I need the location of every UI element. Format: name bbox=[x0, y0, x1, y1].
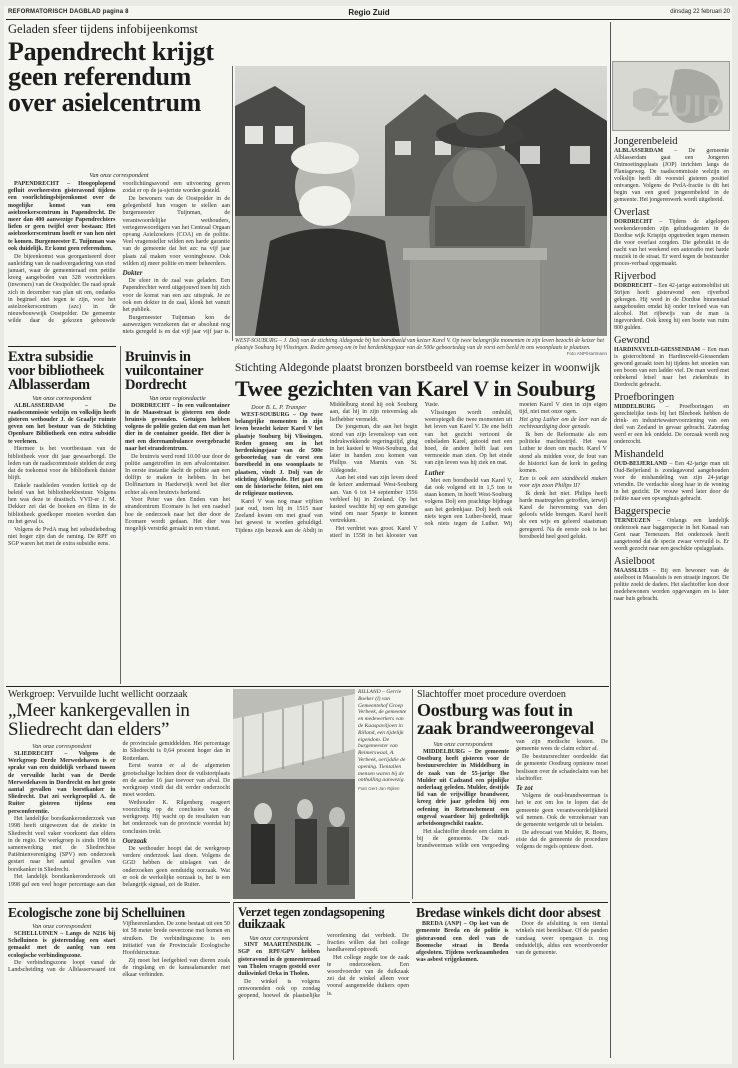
article-byline: Van onze correspondent bbox=[89, 172, 149, 179]
article-paragraph: De verbindingszone loopt vanaf de Landscheiding van de Alblasserwaard tot Vijfheerenlanden. De zone bestaat uit een 50 tot 58 meter brede oeverzone met bomen en struiken. De verbindingszone is een initiatief van de Provinciale Ecologische Hoofdstructuur. bbox=[8, 921, 230, 974]
article-paragraph: De sfeer in de zaal was geladen. Een Papendrechter werd uitgejouwd toen hij zich voor de komst van een azc uitsprak. Je ze ook een dokter in de zaal, klonk het vanuit het publiek. bbox=[122, 278, 230, 313]
article-byline: Van onze correspondent bbox=[32, 923, 92, 931]
article-headline: Extra subsidie voor bibliotheek Alblasserdam bbox=[8, 349, 105, 394]
rilland-photo bbox=[233, 689, 355, 899]
article-byline: Van onze correspondent bbox=[249, 934, 309, 942]
article-paragraph: Met een borstbeeld van Karel V, dat ook volgend eit in 1,5 ton te staan komen, in hoeft West-Souburg volgens Dolj een prachtige bijdrage aan het gedenkjaar. Dolj heeft ook niets tegen een Luther-beeld, maar ook niets tegen de Luther. Wij moeten Karel V zien in zijn eigen tijd, niet met onze ogen. bbox=[424, 402, 607, 527]
article-paragraph: Zij moet het leefgebied van dieren zoals de ringslang en de kamsalamander met elkaar verbinden. bbox=[122, 957, 230, 979]
article-karel bbox=[235, 362, 607, 684]
masthead-rule bbox=[6, 19, 730, 20]
sidebar-item-title: Gewond bbox=[614, 335, 650, 347]
sidebar-item-place: OUD-BEIJERLAND bbox=[614, 461, 668, 468]
article-headline: Verzet tegen zondagsopening duikzaak bbox=[238, 905, 385, 932]
article-body bbox=[8, 181, 230, 339]
article-byline: Van onze correspondent bbox=[433, 741, 493, 749]
sidebar-item-text: – De gemeente Alblasserdam gaat een Jongeren Ontmoetingsplaats (JOP) inrichten langs de Plantageweg. De raadscommissie welzijn en volkslijn heeft dit voorstel gisteren positief ontvangen. Volgens de PvdA-fractie is dit het begin van een goed jongerenbeleid in de gemeente. Het jongerenwerk wordt uitgebreid. bbox=[614, 148, 729, 204]
article-paragraph: Burgemeester Tuijnman kon de aanwezigen verzekeren dat er absoluut nog niets geregeld is en dat vijf jaar vijf jaar is. bbox=[122, 314, 230, 336]
article-bibliotheek bbox=[8, 346, 116, 684]
interview-question: Het ging Luther om de leer van de rechtvaardiging door genade. bbox=[519, 417, 607, 431]
article-paragraph: Vlissingen wordt omhuld, weerspiegelt die twee momenten uit het leven van Karel V. De ene helft van het gezicht vertoont de onbeladen Karel, getooid met een hoed, de andere helft laat een vermoeide man zien. Op het einde van zijn leven was hij ziek en mat. bbox=[424, 409, 513, 467]
article-paragraph: Het slachtoffer diende een claim in bij de gemeente. De oud-brandweerman wilde een vergoeding van zijn medische kosten. De gemeente wees de claim echter af. bbox=[417, 739, 608, 850]
sidebar-item-title: Jongerenbeleid bbox=[614, 136, 678, 147]
sidebar-item-text: – Bij een bewoner van de asielboot in Maassluis is een straatje ingezet. De politie zoekt de daders. Het slachtoffer kon door medebewoners worden opgevangen en is later naar huis gebracht. bbox=[614, 568, 730, 603]
article-lead: DORDRECHT – In een vuilcontainer in de Maasstraat is gisteren een dode bruinvis gevonden. Getuigen hebben volgens de politie gezien dat een man het dier in de container gooide. Het dier is met een dierenambulance overgebracht naar het strandcentrum. bbox=[125, 402, 230, 452]
article-headline: Oostburg was fout in zaak brandweerongeval bbox=[417, 700, 594, 738]
article-lead: WEST-SOUBURG – Op twee belangrijke momenten in zijn leven bezocht keizer Karel V het plaatsje Souburg bij Vlissingen. Reden genoeg om in het herdenkingsjaar van de 500e geboortedag van de vorst een borstbeeld in ons woonplaats te plaatsen, vindt J. Dolj van de stichting Aldegonde. Het gaat om om de historische feiten, niet om de religieuze motieven. bbox=[235, 411, 323, 498]
article-lead: PAPENDRECHT – Hoogoplopend gefluit overheersten gisteravond tijdens een voorlichtingsbijeenkomst over de mogelijke komst van een asielzoekerscentrum in Papendrecht. De meer dan 400 aanwezige Papendrechters liefen er geen twijfel over bestaan: Het asielzoekerscentrum hoeft er van hen niet te komen. Burgemeester E. Tuijnman was ook duidelijk. Er komt geen referendum. bbox=[8, 181, 116, 252]
article-lead: MIDDELBURG – De gemeente Oostburg heeft gisteren voor de bestuursrechter in Middelburg in de zaak van de 55-jarige Ilse Mulder uit Cadzand een pijnlijke nederlaag geleden. Mulder, destijds lid van de vrijwillige brandweer, kreeg drie jaar geleden bij een oefening in Retranchement een ongeval waardoor hij gedeeltelijk arbeidsongeschikt raakte. bbox=[417, 748, 509, 827]
sidebar-item bbox=[614, 136, 729, 204]
article-lead: SINT MAARTENSDIJK – SGP en RPF/GPV hebben gisteravond in de gemeenteraad van Tholen vragen gesteld over duikwinkel Orka in Tholen. bbox=[238, 942, 320, 978]
sidebar-item bbox=[614, 271, 729, 332]
sidebar-item-text: – Onlangs een landelijk onderzoek naar baggerspecie in het Kanaal van Gent naar Terneuzen. Het onderzoek heeft aangetoond dat de specie zwaar vervuild is. Er wordt gezocht naar een geschikte opslagplaats. bbox=[614, 518, 729, 553]
article-lead: SCHELLUINEN – Langs de N216 bij Schelluinen is gisterenddag een start gemaakt met de aanleg van een ecologische verbindingszone. bbox=[8, 930, 116, 959]
section-rule bbox=[6, 686, 609, 687]
article-kicker: Stichting Aldegonde plaatst bronzen borstbeeld van roemse keizer in woonwijk bbox=[235, 362, 601, 374]
article-paragraph: Volgens de oud-brandweerman is het te zot om los te lopen dat de gemeente geen verantwoordelijkheid wil nemen. Ook de verzekeraar van de gemeente weigerde uit te betalen. bbox=[516, 793, 608, 828]
article-paragraph: Aan het eind van zijn leven deed de keizer andermaal West-Souburg aan. Van 6 tot 14 september 1556 verbleef hij in Zeeland. Op het kasteel wachtte hij op een gunstige wind om naar Spanje te kunnen vertrekken. bbox=[329, 475, 418, 525]
article-paragraph: Enkele raadsleden vonden kritiek op de beleid van het bibliotheekbestuur. Volgens hen was deze te drastisch. VVD-er J. M. Dekker zei dat de boeken en films in de bibliotheek goedkoper moeten worden dan nu het geval is. bbox=[8, 482, 116, 525]
article-byline: Van onze correspondent bbox=[32, 394, 92, 402]
sidebar-item bbox=[614, 556, 729, 603]
interview-question: Een is ook een standbeeld maken voor zijn zoon Philips II? bbox=[519, 475, 607, 489]
sidebar-item-place: MAASSLUIS bbox=[614, 568, 649, 575]
article-paragraph: De bestuursrechter oordeelde dat de gemeente Oostburg opnieuw moet beslissen over de schadeclaim van het slachtoffer. bbox=[516, 754, 608, 782]
article-kicker: Werkgroep: Vervuilde lucht wellicht oorzaak bbox=[8, 689, 188, 700]
article-headline: Papendrecht krijgt geen referendum over asielcentrum bbox=[8, 36, 214, 117]
section-title: Regio Zuid bbox=[348, 8, 390, 17]
sidebar-item-text: – Tijdens de afgelopen weekendavonden zijn geluidsagenten in de Dordtse wijk Krispijn opgetreden tegen mensen die voor overlast zorgden. Die gebruikt in de nacht van het weekend een autoradio met harde muziek in de straat. Er werd tegen de bestuurder proces-verbaal opgemaakt. bbox=[614, 219, 729, 268]
masthead-left: REFORMATORISCH DAGBLAD pagina 8 bbox=[8, 9, 129, 15]
article-byline: Door B. L. P. Tramper bbox=[251, 404, 307, 412]
rilland-caption bbox=[358, 689, 408, 889]
article-verzet bbox=[233, 902, 409, 1060]
article-body bbox=[238, 933, 409, 1063]
article-rule bbox=[8, 902, 230, 903]
article-paragraph: Eerst waren er al de afgemeten grootschalige luchten door de vuilstortplaats en de aardse 16 jaar toevoer van afval. De werkgroep vindt dat dit verder onderzocht moet worden. bbox=[122, 763, 230, 799]
article-paragraph: Volgens de PvdA mag het subsidiebedrag niet hoger zijn dan de raming. De RPF en SGP waren het met de extra subsidie eens. bbox=[8, 526, 116, 547]
article-rule bbox=[412, 902, 608, 903]
sidebar-item-place: HARDINXVELD-GIESSENDAM bbox=[614, 347, 701, 354]
article-subheading: Dokter bbox=[122, 268, 143, 277]
newspaper-page bbox=[4, 6, 732, 1064]
article-lead: SLIEDRECHT – Volgens de Werkgroep Derde Merwedehaven is er sprake van een duidelijk verband tussen de vervuilde lucht van de Derde Merwedehaven in Dordrecht en het grote aantal gevallen van borstkanker in Sliedrecht. Dat zei werkgroeplid A. de Ruiter gisteren tijdens een persconferentie. bbox=[8, 750, 116, 815]
article-subheading: Te zot bbox=[516, 783, 533, 792]
article-subheading: Luther bbox=[424, 468, 445, 477]
article-paragraph: Karel V was nog maar vijftien jaar oud, toen hij in 1515 naar Zeeland kwam om met graaf van het gewest te worden gehuldigd. Tijdens zijn bezoek aan de Abdij in Middelburg stond hij ook Souburg aan, dat hij in zijn reisverslag als liefhebber vermeldt. bbox=[235, 402, 418, 534]
news-sidebar bbox=[614, 136, 729, 1060]
sidebar-item-title: Overlast bbox=[614, 207, 650, 219]
sidebar-item bbox=[614, 392, 729, 446]
article-paragraph: De bijeenkomst was georganiseerd door aanleiding van de raadsvergadering van eind januari, waar de gemeenteraad een petitie kreeg aangeboden van 328 voortrekkers (inwoners) van de Oostpolder. De raad sprak zich in december van plan uit om, ondanks in beginsel niet tegen te zijn, voor het asielzoekerscentrum (azc) in de nieuwbouwwijk Oostpolder. De gemeente wilde daar de gekozen gebouwde voorlichtingsavond een uitvoering geven zodat er op de ja-sjeriste worden gesteld. bbox=[8, 181, 230, 325]
article-body bbox=[8, 741, 230, 901]
article-lead: BREDA (ANP) – Op last van de gemeente Breda en de politie is gisteravond een deel van de Boomsche straat in Breda afgesloten. Tijdens werkzaamheden was asbest vrijgekomen. bbox=[416, 921, 509, 964]
sidebar-item-title: Asielboot bbox=[614, 556, 655, 568]
article-headline: Bredase winkels dicht door absest bbox=[416, 905, 601, 920]
article-paragraph: De bewoners van de Oostpolder in de gelegenheid hun vragen te stellen aan burgemeester Tuijnman, de verantwoordelijke wethouders, vertegenwoordigers van het Centraal Orgaan opvang Asielzoekers (COA) en de politie. Veel vragensteller wilden een harde garantie van de gemeente dat het azc na vijf jaar plaats zal maken voor woningbouw. Ook wilden zij meer politie en meer beheerders. bbox=[122, 195, 231, 267]
sidebar-item-place: ALBLASSERDAM bbox=[614, 148, 664, 155]
issue-date: dinsdag 22 februari 20 bbox=[670, 9, 730, 15]
article-kicker: Geladen sfeer tijdens infobijeenkomst bbox=[8, 22, 198, 36]
sidebar-item-place: DORDRECHT bbox=[614, 283, 653, 290]
article-ecologische-zone bbox=[8, 902, 230, 1060]
article-paragraph: Het college zegde toe de zaak te onderzoeken. Een woordvoerder van de duikzaak zei dat de winkel alleen voor vooraf aangemelde duikers open is. bbox=[327, 954, 409, 997]
column-rule bbox=[232, 66, 233, 341]
sidebar-item-title: Mishandeld bbox=[614, 449, 664, 461]
article-paragraph: Wethouder K. Rilgenberg reageert voorzichtig op de conclusies van de werkgroep. Hij wacht op de resultaten van het onderzoek van de provincie voordat hij conclusies trekt. bbox=[122, 799, 230, 835]
sidebar-item-title: Rijverbod bbox=[614, 271, 656, 283]
sidebar-item-title: Baggerspecie bbox=[614, 506, 671, 518]
sidebar-item-place: MIDDELBURG bbox=[614, 404, 656, 411]
sidebar-item-text: – Een 42-jarige man uit Oud-Beijerland is zondagavond aangehouden voor de mishandeling van zijn 24-jarige vriendin. De verdachte sloeg haar in de woning in het gezicht. De vrouw werd later door de politie naar een opvanghuis gebracht. bbox=[614, 461, 729, 503]
sidebar-item-text: – Een man is gisterochtend in Hardinxveld-Giessendam gewond geraakt toen hij tijdens het snoeien van een boom van een ladder viel. De man werd met onbekend letsel naar het ziekenhuis in Dordrecht gebracht. bbox=[614, 347, 729, 389]
article-body bbox=[416, 921, 608, 1041]
sidebar-item-place: DORDRECHT bbox=[614, 219, 653, 226]
article-rule bbox=[234, 902, 410, 903]
sidebar-item-place: TERNEUZEN bbox=[614, 518, 651, 525]
karel-photo-illustration bbox=[235, 66, 607, 336]
article-byline: Van onze correspondent bbox=[32, 743, 92, 751]
photo-credit: Foto Gert-Jan Rijken bbox=[358, 786, 400, 792]
article-lead: ALBLASSERDAM – De raadscommissie welzijn en volkslijn heeft gisteren wethouder J. de Graafje ruimte geven om het bestuur van de Stichting Openbare Bibliotheek een extra subsidie te verlenen. bbox=[8, 402, 116, 445]
sidebar-item-title: Proefboringen bbox=[614, 392, 675, 404]
article-paragraph: Het verdriet was groot. Karel V stierf in 1558 in het klooster van Yuste. bbox=[329, 402, 440, 540]
article-paragraph: Het landelijke borstkankeronderzoek van 1998 heeft uitgewezen dat de ziekte in Sliedrecht veel vaker voorkomt dan elders in de regio. De werkgroep is sinds 1998 in samenwerking met de Sliedrechtse Patiëntenvereniging (SPV) een onderzoek gestart naar het aantal gevallen van borstkanker in Sliedrecht. bbox=[8, 816, 116, 873]
article-paragraph: Hiermee is het voortbestaan van de bibliotheek voor dit jaar gewaarborgd. De leden van de raadscommissie stelden de zorg dat de toekomst voor de bibliotheek duister blijft. bbox=[8, 446, 116, 482]
article-kanker bbox=[8, 689, 230, 899]
article-brandweer bbox=[412, 689, 608, 899]
sidebar-item-text: – Proefboringen en gerechtelijke tests bij het Bleeboek hebben de drink- en industriewatervoorziening van een deel van Zeeland in gevaar gebracht. Zaterdag werd er een lek ontdekt. De oorzaak wordt nog onderzocht. bbox=[614, 404, 729, 446]
sidebar-item bbox=[614, 207, 729, 268]
article-body bbox=[417, 739, 608, 901]
photo-credit: Foto ANP/Hartmann bbox=[566, 351, 607, 356]
article-paragraph: De bruinvis werd rond 10.00 uur door de politie aangetroffen in een afvalcontainer. In eerste instantie dacht de politie aan een dolfijn te maken te hebben. In het Dolfinarium in Harderwijk werd het dier echter als een bruinvis herkend. bbox=[125, 453, 230, 496]
article-paragraph: De winkel is volgens omwonenden ook op zondag geopend, hoewel de plaatselijke verordening dat verbiedt. De fracties willen dat het college handhavend optreedt. bbox=[238, 932, 409, 1000]
article-paragraph: De jongeman, die aan het begin stond van zijn levensloop van een indrukwekkende regeringstijd, ging in het kasteel te West-Souburg, dat later in handen zou komen van Philips van Marnix van St. Aldegonde. bbox=[329, 424, 418, 474]
article-paragraph: Ik ben de Reformatie als een politieke machtsstrijd. Het was Luther te doen om macht. Karel V stond als midden voor, de fout van de historici kan de kerk in geding komen. bbox=[519, 432, 607, 475]
sidebar-item-text: – Een 42-jarige automobilist uit Strijen heeft gisteravond een rijverbod gekregen. Hij werd in de Dordtse binnenstad aangehouden omdat hij onder invloed was van alcohol. Het rijbewijs van de man is ingevorderd. Ook kreeg hij een boete van ruim 800 gulden. bbox=[614, 283, 729, 332]
article-paragraph: Het landelijk borstkankeronderzoek uit 1998 gaf een veel hoger percentage aan dan de provinciale gemiddelden. Het percentage in Sliedrecht is 0,64 procent hoger dan in Rotterdam. bbox=[8, 741, 230, 888]
article-byline: Van onze regioredactie bbox=[149, 394, 206, 402]
sidebar-item bbox=[614, 335, 729, 389]
zuid-logo bbox=[612, 61, 730, 131]
article-body bbox=[8, 921, 230, 1051]
karel-photo bbox=[235, 66, 607, 336]
sidebar-rule bbox=[610, 22, 611, 1058]
sidebar-item bbox=[614, 449, 729, 503]
article-body bbox=[235, 402, 607, 680]
article-paragraph: De wethouder hoopt dat de werkgroep verdere onderzoek laat doen. Volgens de GGD hebben de uitslagen van de onderzoeken geen eenduidig oorzaak. Wat er ook de werkelijke oorzaak is, het is een belangrijk signaal, zei de Ruiter. bbox=[122, 846, 230, 889]
photo-top-spacer bbox=[235, 60, 607, 66]
article-bredase bbox=[412, 902, 608, 1060]
article-paragraph: Door de afsluiting is een tiental winkels niet bereikbaar. Of de panden vandaag weer opengaan is nog onduidelijk, aldus een woordvoerder van de gemeente. bbox=[515, 921, 608, 957]
article-headline: Twee gezichten van Karel V in Souburg bbox=[235, 375, 596, 401]
article-bruinvis bbox=[120, 346, 230, 684]
rilland-photo-illustration bbox=[233, 689, 355, 899]
article-rule bbox=[8, 346, 116, 347]
zuid-label: ZUID bbox=[651, 90, 725, 123]
article-paragraph: De advocaat van Mulder, R. Boers, eiste dat de gemeente de procedure volgens de regels opnieuw doet. bbox=[516, 829, 608, 851]
sidebar-item bbox=[614, 506, 729, 553]
article-kicker: Slachtoffer moet procedure overdoen bbox=[417, 689, 566, 700]
article-headline: Bruinvis in vuilcontainer Dordrecht bbox=[125, 349, 204, 394]
article-paragraph: Ik denk het niet. Philips heeft harde maatregelen getroffen, terwijl Karel de hervorming van den geloofs wilde brengen. Karel heeft als een wijs en geleerd staatsman geregeerd. Na de eerste ook is het borstbeeld heel goed gelukt. bbox=[519, 490, 607, 540]
article-headline: Ecologische zone bij Schelluinen bbox=[8, 905, 185, 920]
article-paragraph: Voor Peter van den Enden van het strandcentrum Ecomare is het een raadsel hoe de onderzoek naar het dier door de Ecomare wordt gedaan. Het dier was mogelijk verstrikt geraakt in een visnet. bbox=[125, 497, 230, 533]
article-headline: „Meer kankergevallen in Sliedrecht dan elders” bbox=[8, 700, 190, 740]
article-subheading: Oorzaak bbox=[122, 836, 148, 845]
photo-caption-text: RILLAND – Gerrie Boeker (l) van Gemeentehof Groep Verbeek, de gemeente en medewerkers van de Kaaspaviljoen in Rilland, een tijdelijk eigendom. De burgemeester van Reimerswaal, A. Verbeek, oerijddie de opening. Tientallen mensen waren bij de onthulling aanwezig. bbox=[358, 689, 407, 784]
photo-caption-text: WEST-SOUBURG – J. Dolj van de stichting Aldegonde bij het borstbeeld van keizer Karel V. Op twee belangrijke momenten in zijn leven bezocht de keizer het plaatsje Souburg bij Vlissingen. Reden genoeg om in het herdenkingsjaar van de 500e geboortedag van de vorst een beeld in ons woonplaats te plaatsen. bbox=[235, 338, 604, 351]
